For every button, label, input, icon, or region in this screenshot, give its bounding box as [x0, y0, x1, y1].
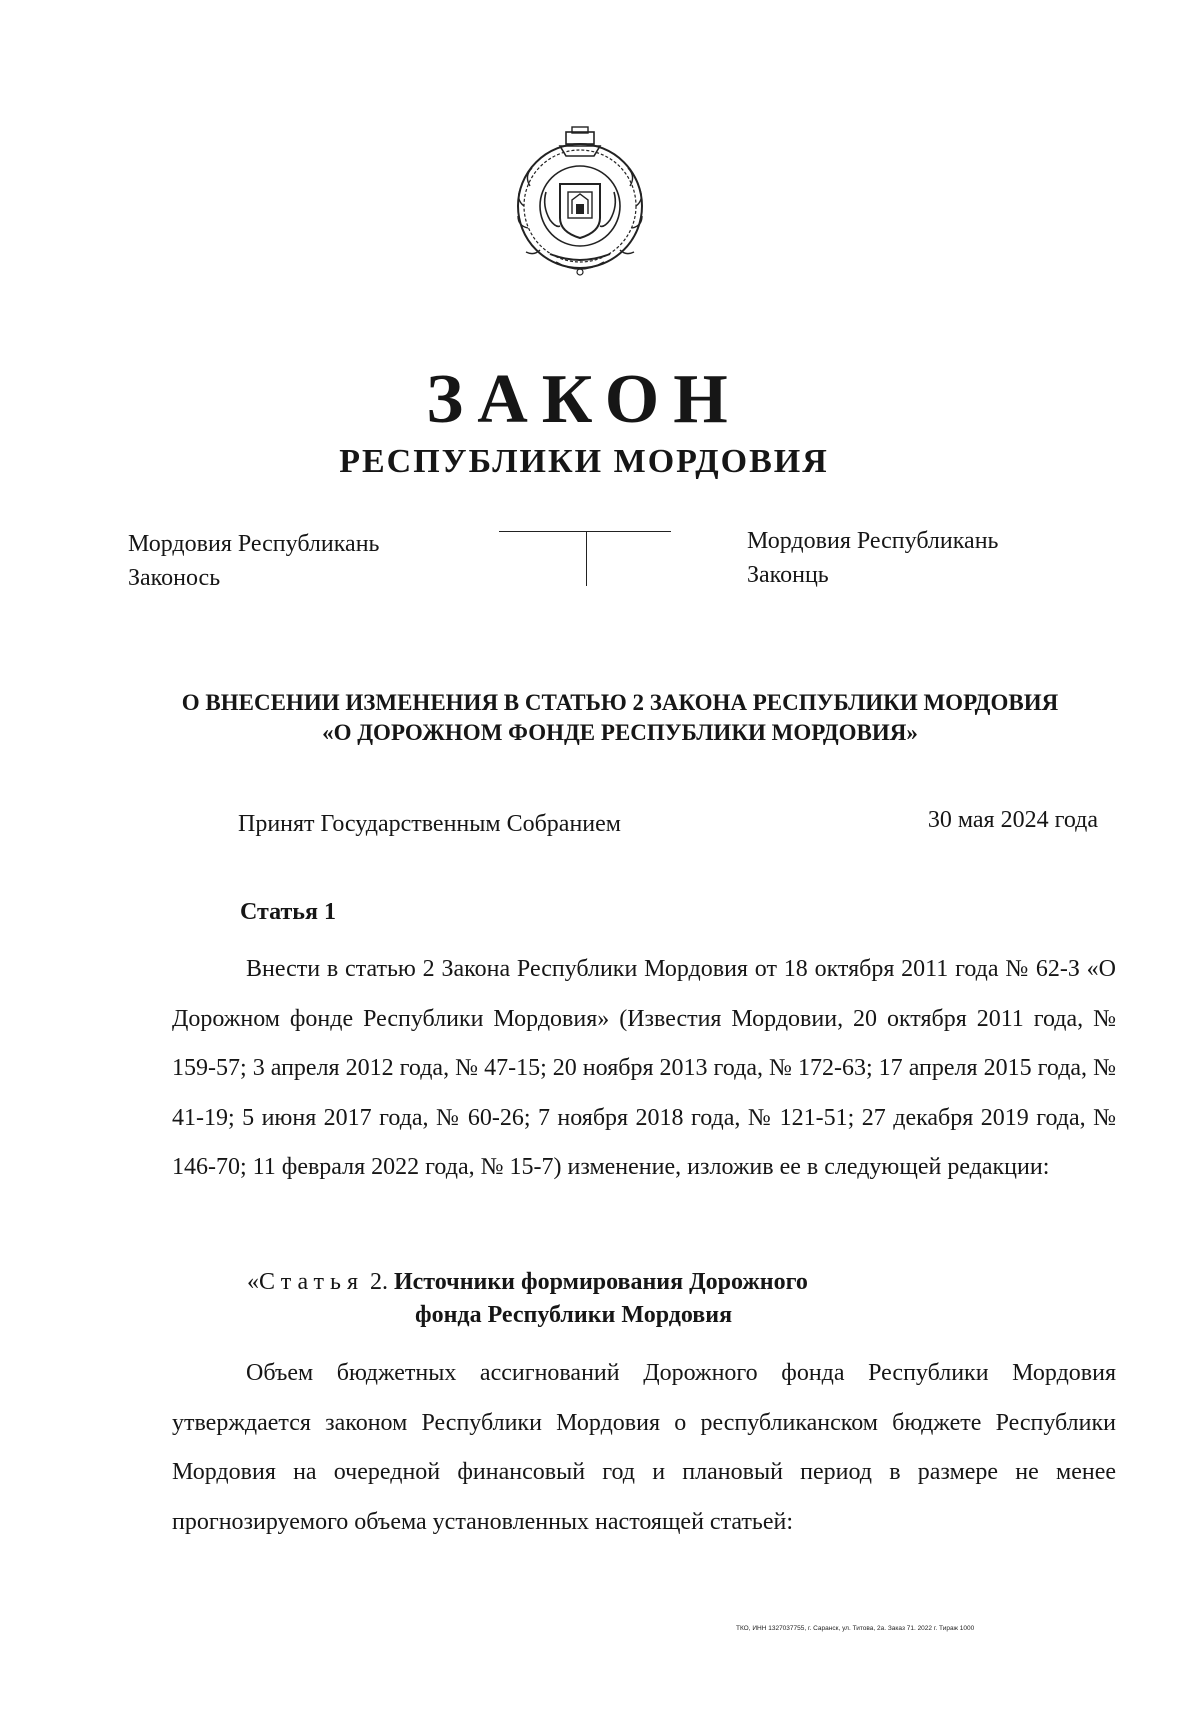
quoted-title-line2: фонда Республики Мордовия: [415, 1302, 733, 1328]
printer-imprint: ТКО, ИНН 1327037755, г. Саранск, ул. Титова, 2а. Заказ 71. 2022 г. Тираж 1000: [736, 1625, 975, 1632]
adopted-date: 30 мая 2024 года: [927, 807, 1098, 833]
adopted-label: Принят Государственным Собранием: [238, 811, 621, 837]
quoted-paragraph: Объем бюджетных ассигнований Дорожного фонда Республики Мордовия утверждается законом Республики Мордовия о республиканском бюджете Республики Мордовия на очередной финансовый год и плановый период в размере не менее прогнозируемого объема установленных настоящей статьей:: [172, 1360, 1116, 1535]
article-title: Статья 1: [240, 899, 336, 925]
document-heading: [140, 688, 1100, 748]
header-divider-vertical: [586, 532, 587, 586]
article-paragraph: Внести в статью 2 Закона Республики Мордовия от 18 октября 2011 года № 62-З «О Дорожном фонде Республики Мордовия» (Известия Мордовии, 20 октября 2011 года, № 159-57; 3 апреля 2012 года, № 47-15; 20 ноября 2013 года, № 172-63; 17 апреля 2015 года, № 41-19; 5 июня 2017 года, № 60-26; 7 ноября 2018 года, № 121-51; 27 декабря 2019 года, № 146-70; 11 февраля 2022 года, № 15-7) изменение, изложив ее в следующей редакции:: [172, 956, 1116, 1180]
header-left-block: [128, 527, 379, 595]
quoted-article-word: Статья: [259, 1269, 364, 1295]
document-heading-line2: «О ДОРОЖНОМ ФОНДЕ РЕСПУБЛИКИ МОРДОВИЯ»: [322, 720, 918, 745]
header-right-line1: Мордовия Республикань: [747, 528, 999, 554]
law-title: ЗАКОН: [426, 361, 742, 438]
quoted-title-line1: Источники формирования Дорожного: [393, 1269, 808, 1295]
quote-open: «: [247, 1269, 259, 1295]
header-right-block: [747, 524, 998, 592]
header-left-line2: Законось: [128, 565, 221, 591]
header-right-line2: Законць: [747, 562, 829, 588]
header-divider-horizontal: [499, 531, 671, 532]
quoted-article-number: 2.: [363, 1269, 394, 1295]
law-subtitle: РЕСПУБЛИКИ МОРДОВИЯ: [339, 443, 829, 480]
header-left-line1: Мордовия Республикань: [128, 531, 380, 557]
document-heading-line1: О ВНЕСЕНИИ ИЗМЕНЕНИЯ В СТАТЬЮ 2 ЗАКОНА РЕСПУБЛИКИ МОРДОВИЯ: [181, 690, 1059, 715]
quoted-article-title: [247, 1266, 947, 1332]
coat-of-arms-icon: [510, 126, 650, 280]
